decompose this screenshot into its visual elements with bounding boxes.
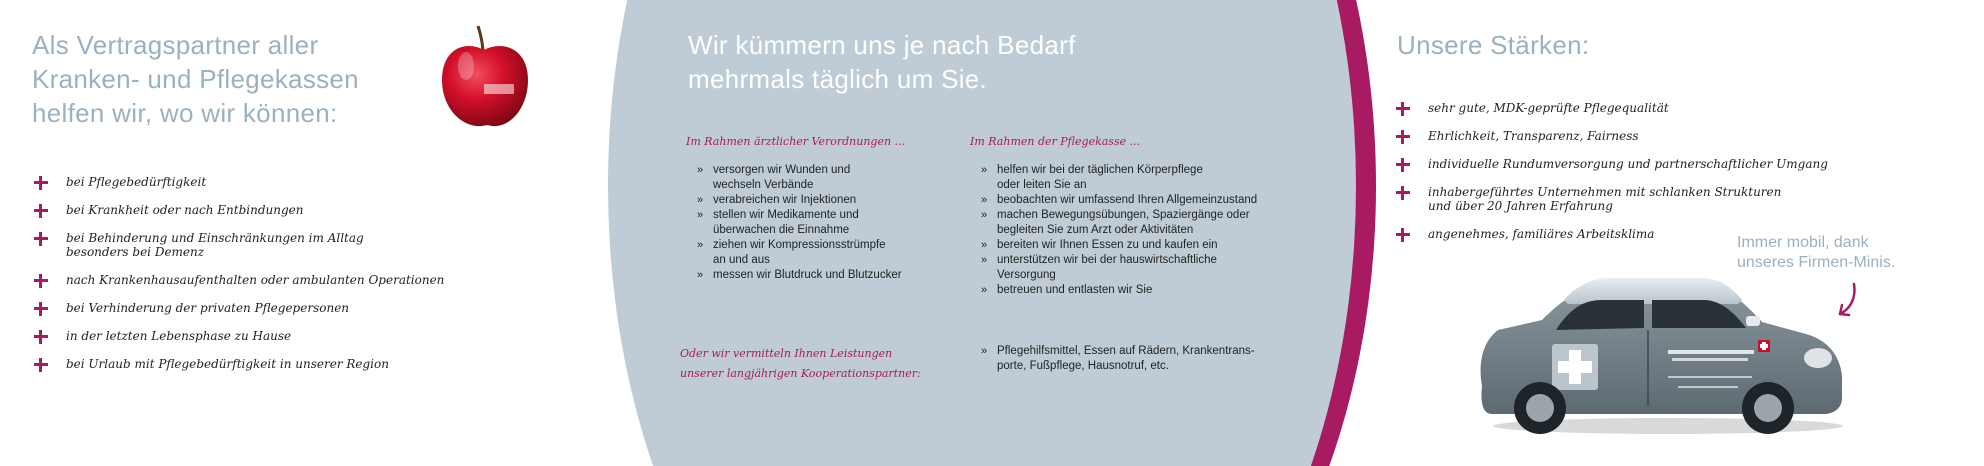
double-chevron-icon: » [981,239,988,251]
double-chevron-icon: » [981,284,988,296]
list-item-text: bei Krankheit oder nach Entbindungen [66,203,304,217]
list-item [1396,185,1916,213]
list-item-text: individuelle Rundumversorgung und partnerschaftlicher Umgang [1428,157,1828,171]
col2-list [981,163,1311,298]
left-list [34,175,514,385]
list-item-text: überwachen die Einnahme [713,224,850,236]
plus-icon [34,204,48,218]
list-item-text: beobachten wir umfassend Ihren Allgemeinzustand [997,194,1258,206]
plus-icon [34,232,48,246]
apple-image [436,22,532,132]
list-item [1396,157,1916,171]
center-heading [688,28,1208,96]
list-item-text: in der letzten Lebensphase zu Hause [66,329,292,343]
list-item-text: bereiten wir Ihnen Essen zu und kaufen ein [997,239,1218,251]
list-item [981,163,1311,193]
right-heading [1397,28,1797,62]
mobile-caption [1737,233,1895,273]
center-heading-line: mehrmals täglich um Sie. [688,64,988,94]
list-item-text: bei Verhinderung der privaten Pflegepersonen [66,301,350,315]
plus-icon [34,274,48,288]
left-heading [32,28,432,130]
list-item-text: besonders bei Demenz [66,245,205,259]
list-item [981,344,1311,374]
list-item [34,203,514,217]
col3-list [981,344,1311,374]
cooperation-note-line: unserer langjährigen Kooperationspartner: [680,367,921,380]
list-item [981,238,1311,253]
mobile-caption-line: Immer mobil, dank [1737,234,1869,251]
left-heading-line: helfen wir, wo wir können: [32,98,338,128]
plus-icon [1396,102,1410,116]
double-chevron-icon: » [697,194,704,206]
list-item-text: und über 20 Jahren Erfahrung [1428,199,1613,213]
list-item-text: betreuen und entlasten wir Sie [997,284,1153,296]
list-item-text: an und aus [713,254,770,266]
list-item [697,208,967,238]
list-item-text: unterstützen wir bei der hauswirtschaftliche [997,254,1217,266]
double-chevron-icon: » [697,164,704,176]
list-item [1396,129,1916,143]
list-item [697,193,967,208]
list-item-text: sehr gute, MDK-geprüfte Pflegequalität [1428,101,1669,115]
double-chevron-icon: » [697,239,704,251]
plus-icon [1396,228,1410,242]
left-heading-line: Als Vertragspartner aller [32,30,319,60]
list-item [697,238,967,268]
double-chevron-icon: » [981,164,988,176]
mobile-caption-line: unseres Firmen-Minis. [1737,254,1896,271]
list-item-text: ziehen wir Kompressionsstrümpfe [713,239,886,251]
plus-icon [34,330,48,344]
col1-title: Im Rahmen ärztlicher Verordnungen ... [686,135,906,148]
list-item-text: versorgen wir Wunden und [713,164,851,176]
double-chevron-icon: » [981,345,988,357]
plus-icon [34,302,48,316]
list-item [981,193,1311,208]
list-item-text: messen wir Blutdruck und Blutzucker [713,269,902,281]
list-item-text: Ehrlichkeit, Transparenz, Fairness [1428,129,1639,143]
list-item-text: wechseln Verbände [713,179,814,191]
list-item-text: helfen wir bei der täglichen Körperpflege [997,164,1203,176]
list-item-text: porte, Fußpflege, Hausnotruf, etc. [997,360,1169,372]
right-heading-line: Unsere Stärken: [1397,30,1590,60]
plus-icon [34,358,48,372]
list-item [34,357,514,371]
right-list [1396,101,1916,255]
list-item-text: Pflegehilfsmittel, Essen auf Rädern, Krankentrans- [997,345,1255,357]
left-heading-line: Kranken- und Pflegekassen [32,64,359,94]
center-heading-line: Wir kümmern uns je nach Bedarf [688,30,1076,60]
list-item-text: machen Bewegungsübungen, Spaziergänge oder [997,209,1250,221]
list-item [697,268,967,283]
list-item [34,329,514,343]
list-item-text: angenehmes, familiäres Arbeitsklima [1428,227,1655,241]
list-item-text: Versorgung [997,269,1056,281]
list-item [1396,101,1916,115]
cooperation-note [680,344,921,384]
list-item-text: inhabergeführtes Unternehmen mit schlanken Strukturen [1428,185,1782,199]
list-item [981,253,1311,283]
list-item-text: bei Urlaub mit Pflegebedürftigkeit in unserer Region [66,357,389,371]
col1-list [697,163,967,283]
list-item-text: bei Pflegebedürftigkeit [66,175,207,189]
list-item-text: stellen wir Medikamente und [713,209,859,221]
plus-icon [1396,158,1410,172]
list-item [981,208,1311,238]
plus-icon [34,176,48,190]
list-item-text: nach Krankenhausaufenthalten oder ambulanten Operationen [66,273,445,287]
plus-icon [1396,130,1410,144]
col2-title: Im Rahmen der Pflegekasse ... [970,135,1141,148]
list-item [981,283,1311,298]
list-item-text: bei Behinderung und Einschränkungen im Alltag [66,231,364,245]
cooperation-note-line: Oder wir vermitteln Ihnen Leistungen [680,347,893,360]
double-chevron-icon: » [981,254,988,266]
list-item [34,273,514,287]
list-item-text: verabreichen wir Injektionen [713,194,857,206]
double-chevron-icon: » [697,209,704,221]
list-item-text: begleiten Sie zum Arzt oder Aktivitäten [997,224,1194,236]
car-image [1468,268,1848,436]
list-item [34,301,514,315]
list-item [34,231,514,259]
double-chevron-icon: » [981,194,988,206]
list-item [34,175,514,189]
list-item-text: oder leiten Sie an [997,179,1087,191]
double-chevron-icon: » [697,269,704,281]
plus-icon [1396,186,1410,200]
double-chevron-icon: » [981,209,988,221]
list-item [697,163,967,193]
